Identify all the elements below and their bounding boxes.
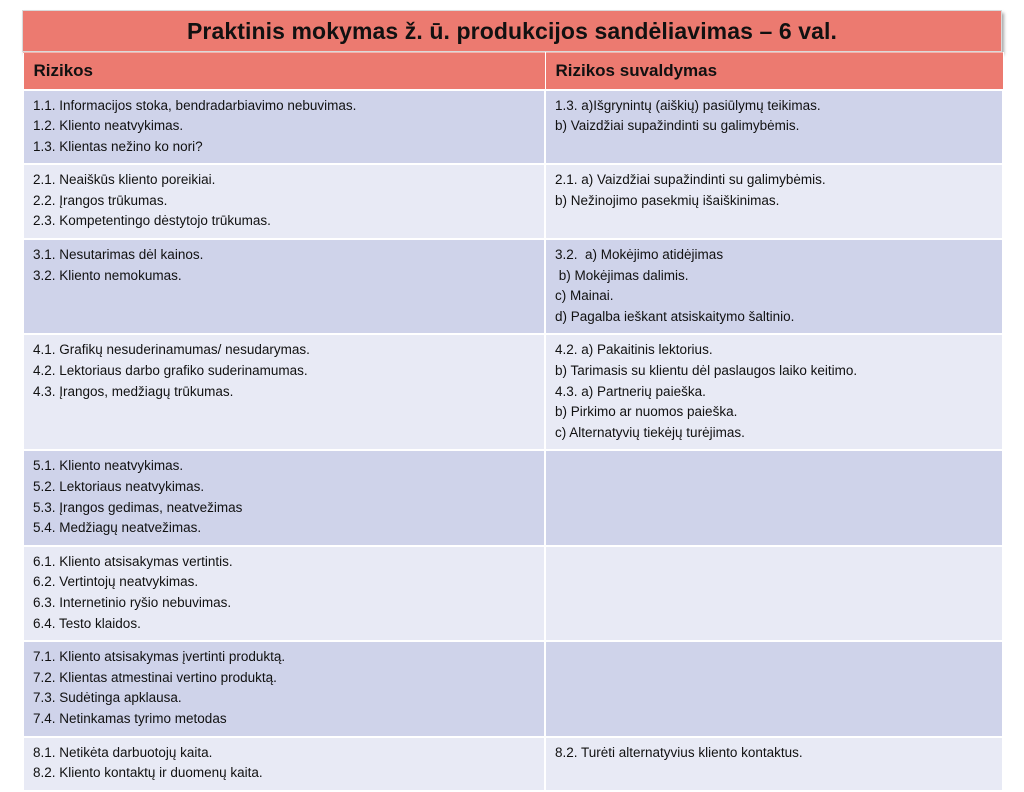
mitigation-line: d) Pagalba ieškant atsiskaitymo šaltinio.: [555, 308, 795, 324]
risk-line: 2.3. Kompetentingo dėstytojo trūkumas.: [33, 213, 271, 229]
header-risks: Rizikos: [23, 53, 545, 90]
risk-line: 6.4. Testo klaidos.: [33, 615, 141, 631]
risk-line: 7.3. Sudėtinga apklausa.: [33, 690, 182, 706]
risk-line: 1.3. Klientas nežino ko nori?: [33, 138, 203, 154]
mitigation-line: b) Mokėjimas dalimis.: [555, 267, 689, 283]
risk-line: 1.1. Informacijos stoka, bendradarbiavimo nebuvimas.: [33, 97, 357, 113]
table-row: [23, 334, 1003, 450]
risk-cell: [23, 90, 545, 165]
risk-line: 5.3. Įrangos gedimas, neatvežimas: [33, 499, 243, 515]
risk-cell: [23, 239, 545, 334]
risk-table: [22, 52, 1004, 792]
risk-line: 7.2. Klientas atmestinai vertino produktą.: [33, 669, 277, 685]
mitigation-line: c) Alternatyvių tiekėjų turėjimas.: [555, 424, 745, 440]
risk-line: 6.2. Vertintojų neatvykimas.: [33, 574, 199, 590]
risk-line: 7.4. Netinkamas tyrimo metodas: [33, 710, 227, 726]
risk-cell: [23, 641, 545, 736]
mitigation-line: 8.2. Turėti alternatyvius kliento kontaktus.: [555, 744, 803, 760]
table-header-row: [23, 53, 1003, 90]
mitigation-line: 2.1. a) Vaizdžiai supažindinti su galimybėmis.: [555, 172, 826, 188]
mitigation-cell: [545, 164, 1003, 239]
risk-line: 6.3. Internetinio ryšio nebuvimas.: [33, 594, 232, 610]
mitigation-cell: [545, 737, 1003, 791]
risk-line: 8.1. Netikėta darbuotojų kaita.: [33, 744, 213, 760]
mitigation-line: c) Mainai.: [555, 288, 614, 304]
mitigation-line: b) Nežinojimo pasekmių išaiškinimas.: [555, 192, 780, 208]
risk-line: 8.2. Kliento kontaktų ir duomenų kaita.: [33, 765, 263, 781]
page-title: Praktinis mokymas ž. ū. produkcijos sandėliavimas – 6 val.: [186, 17, 838, 44]
table-row: [23, 546, 1003, 641]
risk-line: 2.2. Įrangos trūkumas.: [33, 192, 168, 208]
risk-cell: [23, 450, 545, 545]
title-bar: [22, 10, 1002, 52]
risk-line: 5.4. Medžiagų neatvežimas.: [33, 520, 202, 536]
table-body: [23, 90, 1003, 791]
mitigation-line: b) Vaizdžiai supažindinti su galimybėmis.: [555, 118, 800, 134]
header-mitigation: Rizikos suvaldymas: [545, 53, 1003, 90]
risk-line: 3.2. Kliento nemokumas.: [33, 267, 182, 283]
risk-line: 5.2. Lektoriaus neatvykimas.: [33, 479, 205, 494]
table-row: [23, 737, 1003, 791]
risk-line: 6.1. Kliento atsisakymas vertintis.: [33, 553, 233, 569]
mitigation-cell: [545, 546, 1003, 641]
risk-line: 7.1. Kliento atsisakymas įvertinti produktą.: [33, 649, 286, 665]
mitigation-line: b) Pirkimo ar nuomos paieška.: [555, 404, 738, 420]
mitigation-line: 1.3. a)Išgrynintų (aiškių) pasiūlymų teikimas.: [555, 97, 821, 113]
risk-cell: [23, 737, 545, 791]
table-row: [23, 450, 1003, 545]
mitigation-cell: [545, 641, 1003, 736]
mitigation-cell: [545, 239, 1003, 334]
table-row: [23, 239, 1003, 334]
risk-line: 4.3. Įrangos, medžiagų trūkumas.: [33, 383, 234, 399]
risk-line: 4.1. Grafikų nesuderinamumas/ nesudarymas.: [33, 342, 310, 358]
risk-line: 2.1. Neaiškūs kliento poreikiai.: [33, 172, 216, 188]
table-row: [23, 164, 1003, 239]
mitigation-line: 3.2. a) Mokėjimo atidėjimas: [555, 247, 724, 263]
table-row: [23, 90, 1003, 165]
mitigation-cell: [545, 450, 1003, 545]
table-row: [23, 641, 1003, 736]
mitigation-line: 4.2. a) Pakaitinis lektorius.: [555, 342, 713, 358]
mitigation-line: 4.3. a) Partnerių paieška.: [555, 383, 706, 399]
mitigation-cell: [545, 334, 1003, 450]
mitigation-cell: [545, 90, 1003, 165]
risk-cell: [23, 164, 545, 239]
risk-cell: [23, 334, 545, 450]
risk-line: 4.2. Lektoriaus darbo grafiko suderinamumas.: [33, 363, 308, 379]
risk-line: 3.1. Nesutarimas dėl kainos.: [33, 247, 204, 263]
risk-cell: [23, 546, 545, 641]
risk-line: 5.1. Kliento neatvykimas.: [33, 458, 184, 474]
mitigation-line: b) Tarimasis su klientu dėl paslaugos laiko keitimo.: [555, 363, 858, 379]
risk-line: 1.2. Kliento neatvykimas.: [33, 118, 184, 134]
